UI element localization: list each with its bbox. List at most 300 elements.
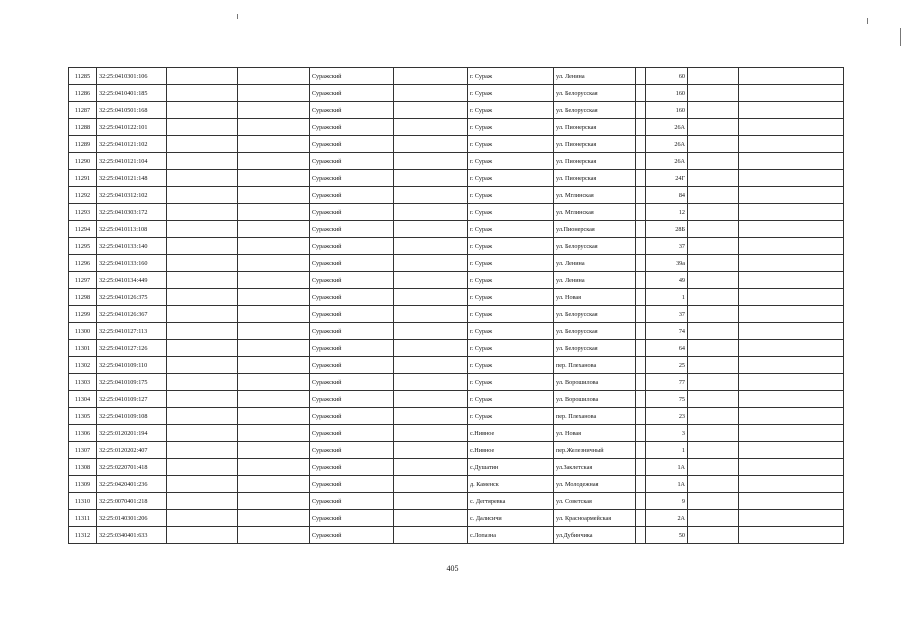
row-number: 11288 (69, 119, 97, 136)
empty-cell (167, 442, 238, 459)
house-number: 12 (646, 204, 688, 221)
house-number: 1 (646, 442, 688, 459)
street-cell: ул. Белорусская (554, 85, 636, 102)
empty-cell (739, 153, 844, 170)
locality-cell: г. Сураж (468, 323, 554, 340)
house-number: 23 (646, 408, 688, 425)
district-cell: Суражский (310, 204, 394, 221)
table-row (69, 68, 844, 85)
scan-mark-edge (900, 28, 901, 46)
house-number: 1А (646, 459, 688, 476)
empty-cell (636, 340, 646, 357)
empty-cell (739, 187, 844, 204)
empty-cell (238, 238, 310, 255)
locality-cell: г. Сураж (468, 68, 554, 85)
empty-cell (238, 68, 310, 85)
empty-cell (739, 204, 844, 221)
empty-cell (238, 408, 310, 425)
empty-cell (394, 442, 468, 459)
locality-cell: г. Сураж (468, 85, 554, 102)
empty-cell (167, 221, 238, 238)
empty-cell (688, 255, 739, 272)
empty-cell (394, 136, 468, 153)
locality-cell: г. Сураж (468, 136, 554, 153)
locality-cell: г. Сураж (468, 391, 554, 408)
empty-cell (238, 340, 310, 357)
empty-cell (688, 374, 739, 391)
empty-cell (688, 119, 739, 136)
district-cell: Суражский (310, 289, 394, 306)
empty-cell (394, 255, 468, 272)
empty-cell (688, 323, 739, 340)
empty-cell (636, 408, 646, 425)
cadastral-number: 32:25:0410126:375 (97, 289, 167, 306)
empty-cell (739, 527, 844, 544)
empty-cell (636, 272, 646, 289)
house-number: 160 (646, 85, 688, 102)
empty-cell (394, 119, 468, 136)
row-number: 11310 (69, 493, 97, 510)
locality-cell: г. Сураж (468, 221, 554, 238)
district-cell: Суражский (310, 85, 394, 102)
empty-cell (636, 476, 646, 493)
empty-cell (636, 153, 646, 170)
empty-cell (636, 374, 646, 391)
empty-cell (688, 357, 739, 374)
empty-cell (739, 272, 844, 289)
street-cell: пер. Плеханова (554, 408, 636, 425)
empty-cell (636, 527, 646, 544)
house-number: 50 (646, 527, 688, 544)
empty-cell (739, 255, 844, 272)
district-cell: Суражский (310, 493, 394, 510)
house-number: 75 (646, 391, 688, 408)
empty-cell (394, 323, 468, 340)
empty-cell (238, 476, 310, 493)
empty-cell (394, 102, 468, 119)
cadastral-number: 32:25:0410122:101 (97, 119, 167, 136)
district-cell: Суражский (310, 425, 394, 442)
empty-cell (394, 170, 468, 187)
cadastral-number: 32:25:0410121:102 (97, 136, 167, 153)
district-cell: Суражский (310, 187, 394, 204)
empty-cell (688, 340, 739, 357)
cadastral-number: 32:25:0410109:110 (97, 357, 167, 374)
empty-cell (167, 204, 238, 221)
empty-cell (688, 476, 739, 493)
empty-cell (238, 357, 310, 374)
table-row (69, 340, 844, 357)
district-cell: Суражский (310, 238, 394, 255)
house-number: 37 (646, 306, 688, 323)
scan-mark-right (867, 18, 868, 24)
locality-cell: г. Сураж (468, 289, 554, 306)
empty-cell (167, 493, 238, 510)
table-row (69, 221, 844, 238)
street-cell: ул. Пионерская (554, 136, 636, 153)
empty-cell (688, 136, 739, 153)
locality-cell: г. Сураж (468, 102, 554, 119)
empty-cell (394, 408, 468, 425)
empty-cell (238, 391, 310, 408)
locality-cell: г. Сураж (468, 340, 554, 357)
empty-cell (739, 136, 844, 153)
empty-cell (394, 238, 468, 255)
row-number: 11285 (69, 68, 97, 85)
empty-cell (739, 323, 844, 340)
empty-cell (636, 204, 646, 221)
street-cell: пер. Плеханова (554, 357, 636, 374)
locality-cell: с. Дегтяревка (468, 493, 554, 510)
district-cell: Суражский (310, 255, 394, 272)
cadastral-number: 32:25:0410109:175 (97, 374, 167, 391)
table-row (69, 272, 844, 289)
empty-cell (167, 187, 238, 204)
empty-cell (238, 136, 310, 153)
empty-cell (636, 442, 646, 459)
street-cell: ул. Ленина (554, 272, 636, 289)
district-cell: Суражский (310, 357, 394, 374)
empty-cell (688, 459, 739, 476)
empty-cell (167, 391, 238, 408)
house-number: 74 (646, 323, 688, 340)
empty-cell (238, 425, 310, 442)
empty-cell (394, 221, 468, 238)
house-number: 1 (646, 289, 688, 306)
empty-cell (739, 391, 844, 408)
table-row (69, 187, 844, 204)
house-number: 37 (646, 238, 688, 255)
row-number: 11292 (69, 187, 97, 204)
empty-cell (394, 425, 468, 442)
district-cell: Суражский (310, 476, 394, 493)
district-cell: Суражский (310, 323, 394, 340)
street-cell: ул. Ленина (554, 255, 636, 272)
house-number: 60 (646, 68, 688, 85)
empty-cell (238, 442, 310, 459)
district-cell: Суражский (310, 527, 394, 544)
street-cell: ул. Белорусская (554, 306, 636, 323)
empty-cell (238, 459, 310, 476)
empty-cell (739, 289, 844, 306)
house-number: 77 (646, 374, 688, 391)
locality-cell: г. Сураж (468, 272, 554, 289)
house-number: 2А (646, 510, 688, 527)
row-number: 11286 (69, 85, 97, 102)
empty-cell (636, 323, 646, 340)
table-row (69, 493, 844, 510)
street-cell: ул. Новая (554, 425, 636, 442)
empty-cell (167, 289, 238, 306)
empty-cell (167, 68, 238, 85)
street-cell: ул. Советская (554, 493, 636, 510)
house-number: 9 (646, 493, 688, 510)
empty-cell (636, 119, 646, 136)
empty-cell (688, 170, 739, 187)
register-table (68, 67, 844, 544)
empty-cell (636, 306, 646, 323)
row-number: 11308 (69, 459, 97, 476)
district-cell: Суражский (310, 374, 394, 391)
district-cell: Суражский (310, 68, 394, 85)
street-cell: ул. Пионерская (554, 153, 636, 170)
empty-cell (167, 510, 238, 527)
empty-cell (167, 85, 238, 102)
locality-cell: с. Далисичи (468, 510, 554, 527)
empty-cell (688, 187, 739, 204)
locality-cell: г. Сураж (468, 153, 554, 170)
empty-cell (167, 153, 238, 170)
empty-cell (238, 204, 310, 221)
table-row (69, 170, 844, 187)
empty-cell (688, 493, 739, 510)
street-cell: ул. Новая (554, 289, 636, 306)
house-number: 26А (646, 136, 688, 153)
empty-cell (636, 289, 646, 306)
house-number: 84 (646, 187, 688, 204)
row-number: 11301 (69, 340, 97, 357)
empty-cell (636, 187, 646, 204)
cadastral-number: 32:25:0420401:236 (97, 476, 167, 493)
empty-cell (394, 85, 468, 102)
district-cell: Суражский (310, 119, 394, 136)
row-number: 11291 (69, 170, 97, 187)
cadastral-number: 32:25:0410501:168 (97, 102, 167, 119)
cadastral-number: 32:25:0140301:206 (97, 510, 167, 527)
empty-cell (739, 119, 844, 136)
locality-cell: г. Сураж (468, 255, 554, 272)
street-cell: ул. Ворошилова (554, 374, 636, 391)
street-cell: ул. Ворошилова (554, 391, 636, 408)
empty-cell (238, 119, 310, 136)
empty-cell (167, 408, 238, 425)
empty-cell (238, 255, 310, 272)
table-row (69, 153, 844, 170)
cadastral-number: 32:25:0410133:160 (97, 255, 167, 272)
table-row (69, 357, 844, 374)
street-cell: ул. Пионерская (554, 119, 636, 136)
table-row (69, 323, 844, 340)
house-number: 26А (646, 119, 688, 136)
cadastral-number: 32:25:0410133:140 (97, 238, 167, 255)
locality-cell: г. Сураж (468, 306, 554, 323)
empty-cell (636, 170, 646, 187)
empty-cell (238, 493, 310, 510)
house-number: 64 (646, 340, 688, 357)
empty-cell (688, 306, 739, 323)
row-number: 11290 (69, 153, 97, 170)
district-cell: Суражский (310, 221, 394, 238)
cadastral-number: 32:25:0410121:104 (97, 153, 167, 170)
empty-cell (688, 391, 739, 408)
empty-cell (238, 187, 310, 204)
row-number: 11303 (69, 374, 97, 391)
house-number: 1А (646, 476, 688, 493)
locality-cell: г. Сураж (468, 187, 554, 204)
cadastral-number: 32:25:0410126:367 (97, 306, 167, 323)
locality-cell: с.Лопазна (468, 527, 554, 544)
house-number: 49 (646, 272, 688, 289)
empty-cell (167, 102, 238, 119)
table-row (69, 289, 844, 306)
cadastral-number: 32:25:0410401:185 (97, 85, 167, 102)
row-number: 11289 (69, 136, 97, 153)
house-number: 160 (646, 102, 688, 119)
table-row (69, 204, 844, 221)
empty-cell (739, 221, 844, 238)
empty-cell (238, 85, 310, 102)
house-number: 39а (646, 255, 688, 272)
table-row (69, 374, 844, 391)
empty-cell (636, 459, 646, 476)
empty-cell (739, 510, 844, 527)
cadastral-number: 32:25:0070401:218 (97, 493, 167, 510)
empty-cell (688, 425, 739, 442)
empty-cell (167, 238, 238, 255)
district-cell: Суражский (310, 272, 394, 289)
table-row (69, 255, 844, 272)
empty-cell (167, 459, 238, 476)
district-cell: Суражский (310, 391, 394, 408)
empty-cell (238, 289, 310, 306)
empty-cell (238, 527, 310, 544)
empty-cell (688, 510, 739, 527)
row-number: 11305 (69, 408, 97, 425)
street-cell: ул. Белорусская (554, 340, 636, 357)
locality-cell: г. Сураж (468, 374, 554, 391)
page-number: 405 (446, 564, 459, 573)
empty-cell (688, 238, 739, 255)
empty-cell (739, 306, 844, 323)
cadastral-number: 32:25:0410303:172 (97, 204, 167, 221)
row-number: 11307 (69, 442, 97, 459)
street-cell: ул. Мглинская (554, 204, 636, 221)
locality-cell: г. Сураж (468, 204, 554, 221)
cadastral-number: 32:25:0410109:108 (97, 408, 167, 425)
table-row (69, 238, 844, 255)
empty-cell (167, 170, 238, 187)
empty-cell (688, 153, 739, 170)
cadastral-number: 32:25:0120202:407 (97, 442, 167, 459)
empty-cell (688, 442, 739, 459)
district-cell: Суражский (310, 340, 394, 357)
row-number: 11299 (69, 306, 97, 323)
empty-cell (238, 510, 310, 527)
empty-cell (394, 68, 468, 85)
row-number: 11312 (69, 527, 97, 544)
empty-cell (636, 510, 646, 527)
street-cell: ул. Красноармейская (554, 510, 636, 527)
cadastral-number: 32:25:0410113:108 (97, 221, 167, 238)
street-cell: ул.Пионерская (554, 221, 636, 238)
row-number: 11306 (69, 425, 97, 442)
row-number: 11287 (69, 102, 97, 119)
table-row (69, 391, 844, 408)
street-cell: ул. Белорусская (554, 323, 636, 340)
cadastral-number: 32:25:0120201:194 (97, 425, 167, 442)
empty-cell (394, 340, 468, 357)
empty-cell (688, 85, 739, 102)
empty-cell (636, 221, 646, 238)
empty-cell (394, 391, 468, 408)
locality-cell: д. Каменск (468, 476, 554, 493)
table-row (69, 510, 844, 527)
row-number: 11298 (69, 289, 97, 306)
empty-cell (739, 68, 844, 85)
row-number: 11302 (69, 357, 97, 374)
empty-cell (167, 340, 238, 357)
house-number: 3 (646, 425, 688, 442)
empty-cell (394, 527, 468, 544)
empty-cell (238, 153, 310, 170)
house-number: 24Г (646, 170, 688, 187)
empty-cell (636, 357, 646, 374)
empty-cell (636, 136, 646, 153)
empty-cell (394, 493, 468, 510)
street-cell: ул.Заклетская (554, 459, 636, 476)
empty-cell (167, 323, 238, 340)
street-cell: ул. Ленина (554, 68, 636, 85)
row-number: 11300 (69, 323, 97, 340)
empty-cell (688, 68, 739, 85)
street-cell: ул. Мглинская (554, 187, 636, 204)
empty-cell (394, 459, 468, 476)
cadastral-number: 32:25:0410121:148 (97, 170, 167, 187)
cadastral-number: 32:25:0410312:102 (97, 187, 167, 204)
row-number: 11293 (69, 204, 97, 221)
street-cell: ул. Пионерская (554, 170, 636, 187)
empty-cell (167, 272, 238, 289)
locality-cell: с.Нивное (468, 425, 554, 442)
street-cell: пер.Железничный (554, 442, 636, 459)
district-cell: Суражский (310, 408, 394, 425)
empty-cell (238, 374, 310, 391)
empty-cell (394, 289, 468, 306)
empty-cell (636, 391, 646, 408)
empty-cell (688, 221, 739, 238)
district-cell: Суражский (310, 170, 394, 187)
empty-cell (238, 170, 310, 187)
house-number: 28Б (646, 221, 688, 238)
empty-cell (394, 476, 468, 493)
house-number: 25 (646, 357, 688, 374)
table-row (69, 85, 844, 102)
empty-cell (688, 527, 739, 544)
district-cell: Суражский (310, 136, 394, 153)
empty-cell (636, 255, 646, 272)
district-cell: Суражский (310, 510, 394, 527)
table-row (69, 306, 844, 323)
locality-cell: г. Сураж (468, 238, 554, 255)
empty-cell (636, 68, 646, 85)
district-cell: Суражский (310, 153, 394, 170)
empty-cell (238, 221, 310, 238)
empty-cell (739, 170, 844, 187)
table-row (69, 102, 844, 119)
empty-cell (167, 136, 238, 153)
table-row (69, 136, 844, 153)
row-number: 11309 (69, 476, 97, 493)
table-row (69, 408, 844, 425)
row-number: 11294 (69, 221, 97, 238)
empty-cell (167, 527, 238, 544)
table-row (69, 119, 844, 136)
empty-cell (238, 272, 310, 289)
cadastral-number: 32:25:0410109:127 (97, 391, 167, 408)
locality-cell: с.Нивное (468, 442, 554, 459)
empty-cell (739, 476, 844, 493)
empty-cell (636, 425, 646, 442)
